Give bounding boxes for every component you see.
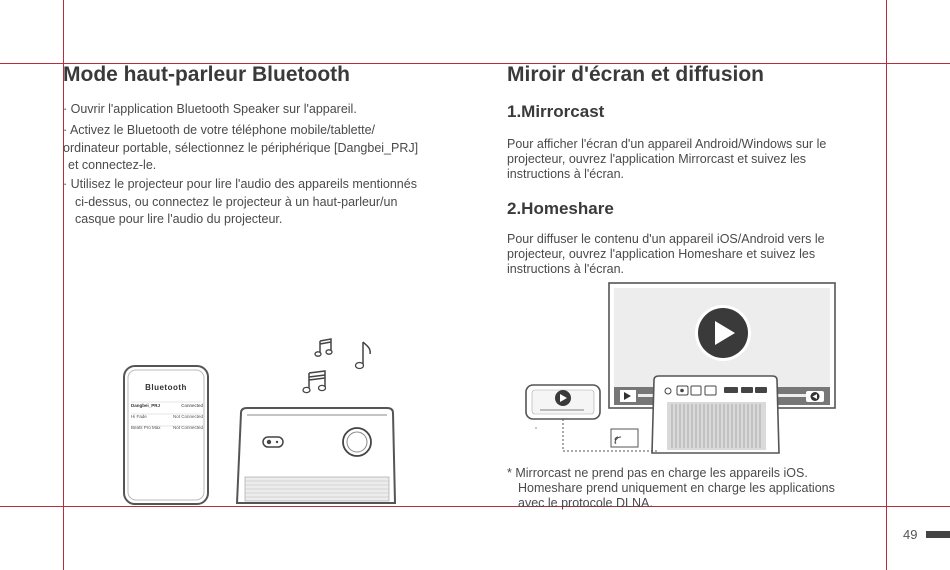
bullet-line: · Activez le Bluetooth de votre téléphone mobile/tablette/ [63,123,375,137]
device-status: Connected [181,403,203,408]
device-name: Hi Fade [131,414,147,419]
device-status: Not Connected [172,414,203,419]
note-line: Homeshare prend uniquement en charge les applications [518,481,835,495]
right-section-title: Miroir d'écran et diffusion [507,63,765,86]
bullet-line: · Ouvrir l'application Bluetooth Speaker sur l'appareil. [63,102,357,116]
music-note-icon [314,338,334,358]
paragraph-line: Pour afficher l'écran d'un appareil Android/Windows sur le [507,137,827,151]
paragraph-line: instructions à l'écran. [507,167,625,181]
bullet-line: ci-dessus, ou connectez le projecteur à un haut-parleur/un [75,195,398,209]
paragraph-line: projecteur, ouvrez l'application Homeshare et suivez les [507,247,816,261]
bullet-line: ordinateur portable, sélectionnez le périphérique [Dangbei_PRJ] [63,141,419,155]
page-number: 49 [903,527,918,542]
section-heading-homeshare: 2.Homeshare [507,199,614,218]
section-heading-mirrorcast: 1.Mirrorcast [507,102,605,121]
music-note-icon [351,340,373,372]
screen-projection-illustration [510,282,840,457]
page-number-bar [926,531,950,538]
bullet-line: · Utilisez le projecteur pour lire l'audio des appareils mentionnés [63,177,417,191]
device-status: Not Connected [172,425,203,430]
phone-title: Bluetooth [145,383,187,392]
crop-mark-line [886,0,887,570]
projector-illustration [233,407,401,507]
note-line: avec le protocole DLNA. [518,496,653,510]
note-line: * Mirrorcast ne prend pas en charge les appareils iOS. [507,466,808,480]
paragraph-line: instructions à l'écran. [507,262,625,276]
crop-mark-line [0,506,950,507]
music-note-icon [302,369,328,395]
paragraph-line: Pour diffuser le contenu d'un appareil iOS/Android vers le [507,232,825,246]
device-name: Dangbei_PRJ [131,403,161,408]
bullet-line: casque pour lire l'audio du projecteur. [75,212,283,226]
bullet-line: et connectez-le. [68,158,157,172]
device-name: Beats Pro Max [131,425,161,430]
paragraph-line: projecteur, ouvrez l'application Mirrorcast et suivez les [507,152,807,166]
left-section-title: Mode haut-parleur Bluetooth [63,63,350,86]
